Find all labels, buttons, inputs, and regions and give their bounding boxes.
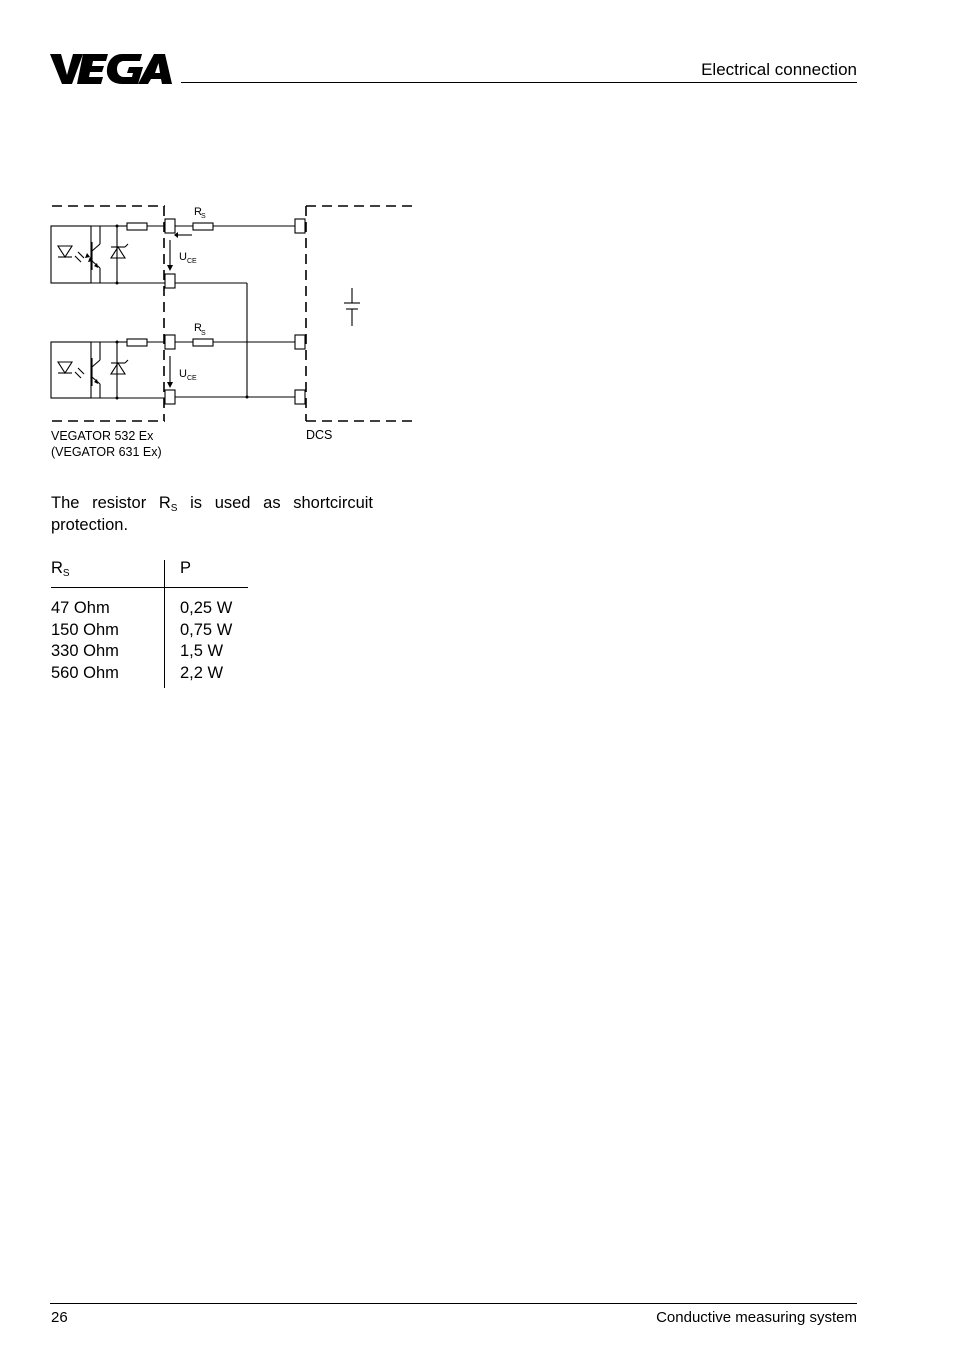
- table-row-p: 0,75 W: [180, 620, 233, 639]
- description-subscript: S: [170, 503, 178, 514]
- description-text-end: is used as shortcircuit protection.: [51, 494, 374, 534]
- uce-top-label: U: [179, 251, 187, 263]
- vega-logo-mark: [50, 52, 172, 86]
- table-header-p: P: [180, 559, 192, 577]
- uce-top-subscript: CE: [187, 258, 197, 265]
- circuit-diagram-svg: [48, 196, 428, 466]
- dcs-label: DCS: [306, 428, 333, 442]
- table-header-rs: $R_S$: [51, 559, 70, 579]
- table-row-rs: 150 Ohm: [51, 620, 119, 639]
- vegator-device-label: VEGATOR 532 Ex: [51, 429, 154, 443]
- rs-top-subscript: S: [201, 213, 206, 220]
- header-rule: [181, 82, 857, 83]
- rs-bottom-label: R: [194, 322, 202, 334]
- vega-logo: [50, 52, 172, 86]
- document-title: Conductive measuring system: [656, 1309, 857, 1326]
- description-text-start: The resistor R: [51, 494, 171, 512]
- uce-bottom-label: U: [179, 368, 187, 380]
- table-row-p: 0,25 W: [180, 599, 233, 617]
- rs-bottom-subscript: S: [201, 330, 206, 337]
- table-row-p: 2,2 W: [180, 663, 224, 682]
- circuit-diagram: [48, 196, 428, 471]
- section-title: Electrical connection: [701, 60, 857, 79]
- table-row-p: 1,5 W: [180, 642, 224, 660]
- page-number: 26: [51, 1309, 68, 1326]
- table-row-rs: 47 Ohm: [51, 599, 110, 617]
- table-rs-column: [51, 598, 119, 684]
- table-header-rule: [51, 587, 248, 588]
- resistor-description: [51, 492, 373, 536]
- table-row-rs: 330 Ohm: [51, 642, 119, 660]
- table-p-column: [180, 598, 232, 684]
- table-column-divider: [164, 560, 165, 688]
- rs-top-label: R: [194, 206, 202, 218]
- table-row-rs: 560 Ohm: [51, 663, 119, 682]
- footer-rule: [50, 1303, 857, 1304]
- vegator-alt-device-label: (VEGATOR 631 Ex): [51, 445, 162, 459]
- uce-bottom-subscript: CE: [187, 375, 197, 382]
